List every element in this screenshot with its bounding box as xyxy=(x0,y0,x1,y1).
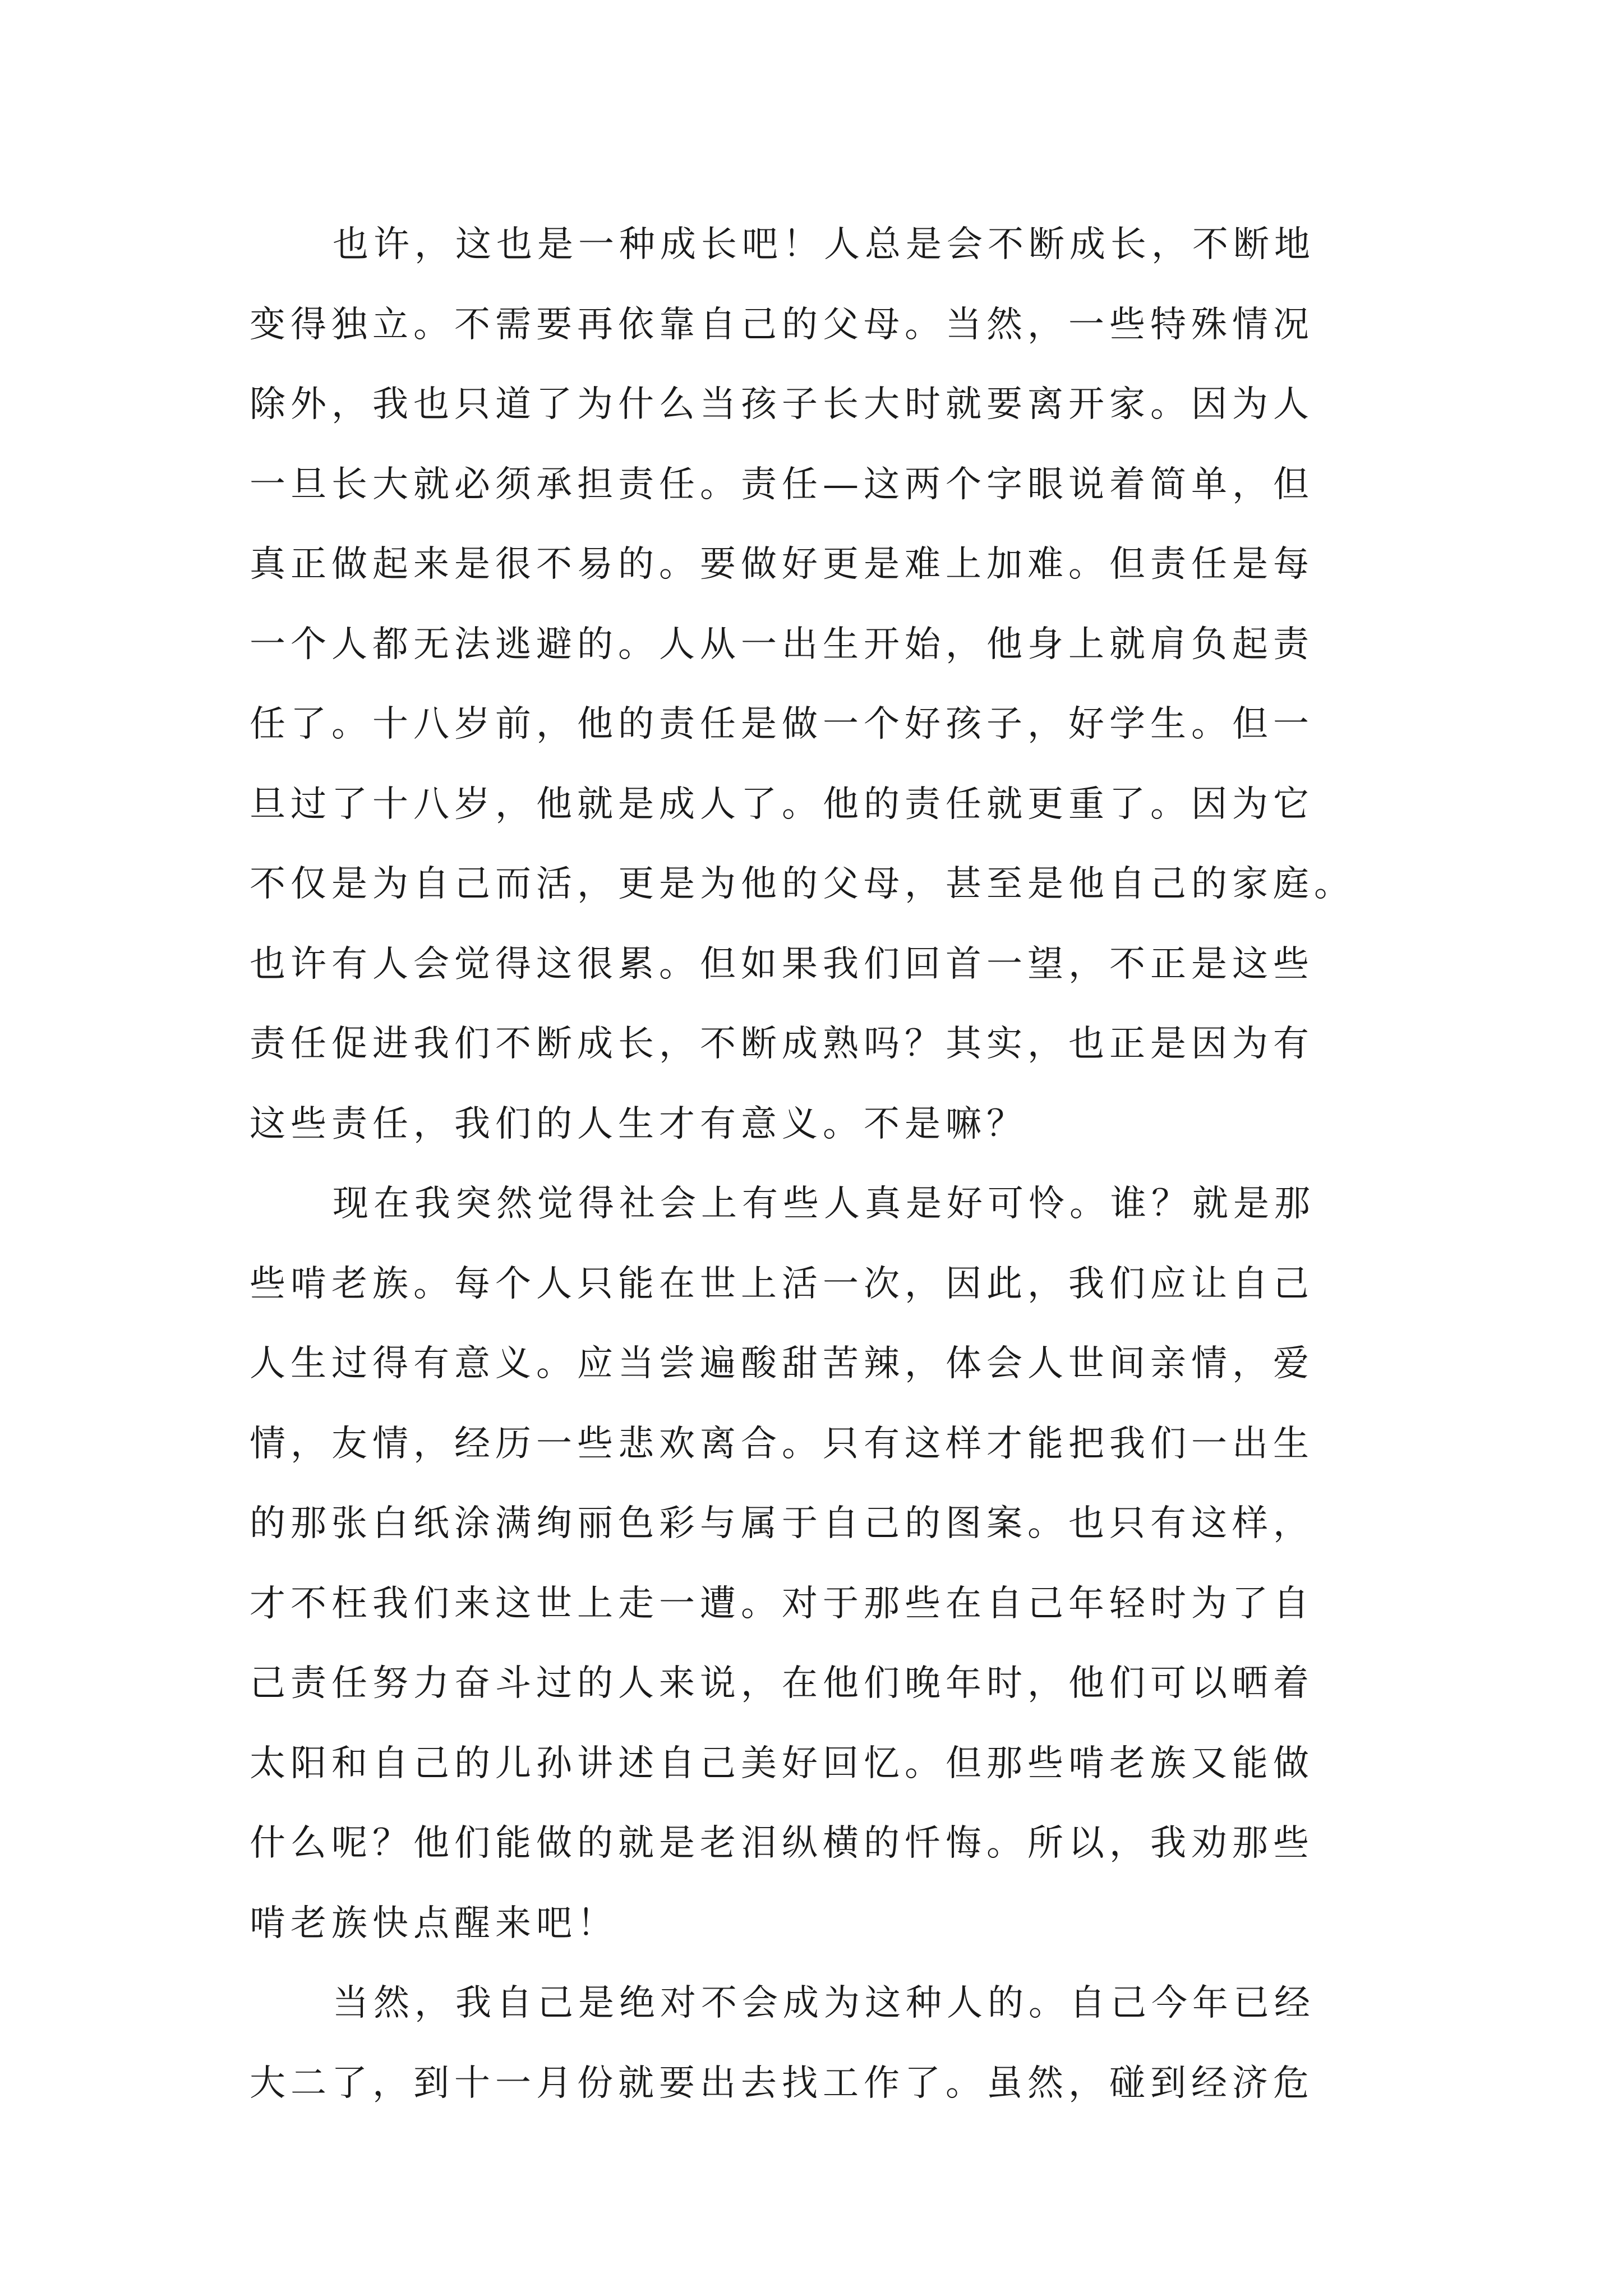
text-line: 任了。十八岁前，他的责任是做一个好孩子，好学生。但一 xyxy=(250,703,1314,745)
text-line: 不仅是为自己而活，更是为他的父母，甚至是他自己的家庭。 xyxy=(250,863,1355,905)
text-line: 一旦长大就必须承担责任。责任—这两个字眼说着简单，但 xyxy=(250,463,1314,505)
text-line: 也许有人会觉得这很累。但如果我们回首一望，不正是这些 xyxy=(250,943,1314,985)
text-line: 真正做起来是很不易的。要做好更是难上加难。但责任是每 xyxy=(250,544,1314,585)
text-line: 太阳和自己的儿孙讲述自己美好回忆。但那些啃老族又能做 xyxy=(250,1742,1314,1784)
text-line: 什么呢？他们能做的就是老泪纵横的忏悔。所以，我劝那些 xyxy=(250,1823,1314,1864)
text-line: 大二了，到十一月份就要出去找工作了。虽然，碰到经济危 xyxy=(250,2062,1314,2104)
text-line: 才不枉我们来这世上走一遭。对于那些在自己年轻时为了自 xyxy=(250,1582,1314,1625)
text-line: 一个人都无法逃避的。人从一出生开始，他身上就肩负起责 xyxy=(250,623,1314,665)
text-line: 人生过得有意义。应当尝遍酸甜苦辣，体会人世间亲情，爱 xyxy=(250,1343,1314,1384)
text-line: 变得独立。不需要再依靠自己的父母。当然，一些特殊情况 xyxy=(250,303,1314,346)
paragraph-first-line: 当然，我自己是绝对不会成为这种人的。自己今年已经 xyxy=(333,1982,1315,2024)
text-line: 的那张白纸涂满绚丽色彩与属于自己的图案。也只有这样， xyxy=(250,1503,1314,1544)
text-line: 情，友情，经历一些悲欢离合。只有这样才能把我们一出生 xyxy=(250,1423,1314,1465)
document-body xyxy=(250,205,1388,2123)
text-line: 这些责任，我们的人生才有意义。不是嘛？ xyxy=(250,1103,1027,1145)
text-line: 己责任努力奋斗过的人来说，在他们晚年时，他们可以晒着 xyxy=(250,1663,1314,1704)
paragraph-first-line: 现在我突然觉得社会上有些人真是好可怜。谁？就是那 xyxy=(333,1183,1315,1225)
text-line: 些啃老族。每个人只能在世上活一次，因此，我们应让自己 xyxy=(250,1263,1314,1305)
text-line: 啃老族快点醒来吧！ xyxy=(250,1902,618,1944)
text-line: 旦过了十八岁，他就是成人了。他的责任就更重了。因为它 xyxy=(250,783,1314,825)
text-line: 责任促进我们不断成长，不断成熟吗？其实，也正是因为有 xyxy=(250,1023,1314,1065)
paragraph-first-line: 也许，这也是一种成长吧！人总是会不断成长，不断地 xyxy=(333,224,1315,265)
text-line: 除外，我也只道了为什么当孩子长大时就要离开家。因为人 xyxy=(250,384,1314,425)
